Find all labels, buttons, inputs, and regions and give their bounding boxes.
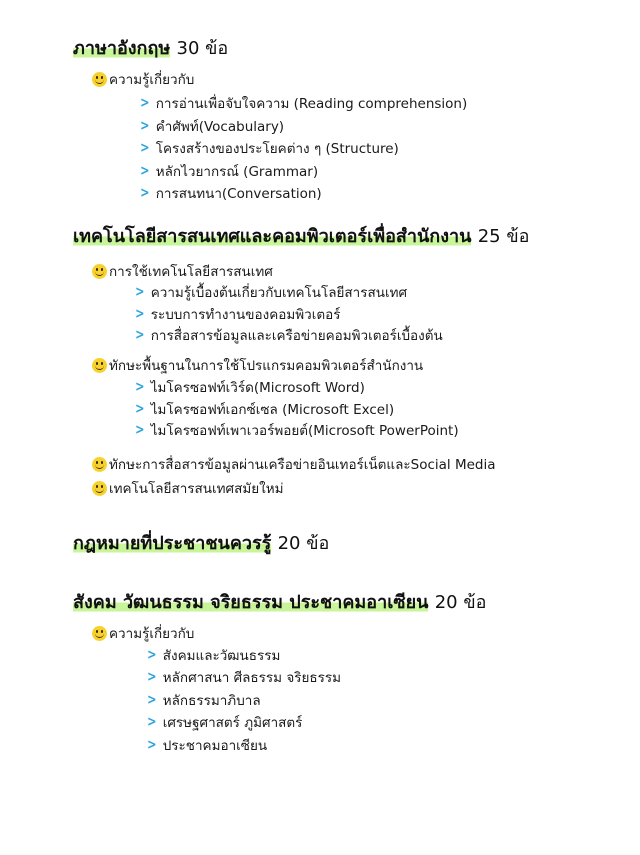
smiley-face-icon [92,264,107,279]
list-item-text: สังคมและวัฒนธรรม [162,648,281,664]
section-title: สังคม วัฒนธรรม จริยธรรม ประชาคมอาเซียน [73,592,429,613]
chevron-right-icon: > [135,379,145,395]
chevron-right-icon: > [135,284,145,300]
section-title: เทคโนโลยีสารสนเทศและคอมพิวเตอร์เพื่อสำนักงาน [73,226,472,247]
list-item [134,398,394,420]
subheading [92,260,273,282]
list-item-text: หลักไวยากรณ์ (Grammar) [155,164,319,180]
list-item-text: หลักธรรมาภิบาล [162,693,261,709]
list-item [146,666,341,688]
chevron-right-icon: > [135,327,145,343]
chevron-right-icon: > [140,95,150,111]
subheading-label: ทักษะการสื่อสารข้อมูลผ่านเครือข่ายอินเทอร์เน็ตและSocial Media [109,457,496,473]
section-heading-it [73,226,529,248]
smiley-face-icon [92,481,107,496]
list-item [139,137,399,159]
list-item [134,281,407,303]
smiley-face-icon [92,457,107,472]
smiley-face-icon [92,72,107,87]
list-item-text: โครงสร้างของประโยคต่าง ๆ (Structure) [155,141,399,157]
section-heading-law [73,533,329,555]
list-item-text: ประชาคมอาเซียน [162,738,268,754]
section-heading-english [73,38,228,60]
list-item-text: การสื่อสารข้อมูลและเครือข่ายคอมพิวเตอร์เบื้องต้น [150,328,443,344]
chevron-right-icon: > [135,422,145,438]
subheading [92,622,194,644]
list-item [146,689,261,711]
list-item [139,92,467,114]
chevron-right-icon: > [147,692,157,708]
list-item-text: ไมโครซอฟท์เวิร์ด(Microsoft Word) [150,380,365,396]
subheading-label: การใช้เทคโนโลยีสารสนเทศ [109,264,273,280]
list-item [146,644,280,666]
list-item-text: ไมโครซอฟท์เพาเวอร์พอยต์(Microsoft PowerPoint) [150,423,459,439]
list-item [139,115,284,137]
subheading-label: ความรู้เกี่ยวกับ [109,72,195,88]
list-item-text: ความรู้เบื้องต้นเกี่ยวกับเทคโนโลยีสารสนเทศ [150,285,408,301]
chevron-right-icon: > [140,118,150,134]
chevron-right-icon: > [147,737,157,753]
list-item [139,160,318,182]
list-item [146,734,267,756]
chevron-right-icon: > [140,163,150,179]
chevron-right-icon: > [140,140,150,156]
list-item-text: คำศัพท์(Vocabulary) [155,119,285,135]
subheading-label: ทักษะพื้นฐานในการใช้โปรแกรมคอมพิวเตอร์สำนักงาน [109,358,424,374]
chevron-right-icon: > [140,185,150,201]
subheading [92,68,194,90]
chevron-right-icon: > [135,401,145,417]
list-item-text: การอ่านเพื่อจับใจความ (Reading comprehension) [155,96,468,112]
subheading [92,453,496,475]
list-item-text: หลักศาสนา ศีลธรรม จริยธรรม [162,670,342,686]
section-heading-society [73,592,486,614]
list-item [134,303,340,325]
chevron-right-icon: > [147,647,157,663]
list-item [146,711,302,733]
list-item-text: เศรษฐศาสตร์ ภูมิศาสตร์ [162,715,303,731]
section-title: กฎหมายที่ประชาชนควรรู้ [73,533,272,554]
smiley-face-icon [92,358,107,373]
list-item-text: ระบบการทำงานของคอมพิวเตอร์ [150,307,341,323]
subheading-label: เทคโนโลยีสารสนเทศสมัยใหม่ [109,481,284,497]
subheading [92,354,423,376]
section-count: 25 ข้อ [477,226,530,247]
list-item [134,376,365,398]
list-item [134,419,459,441]
section-count: 20 ข้อ [434,592,487,613]
smiley-face-icon [92,626,107,641]
section-title: ภาษาอังกฤษ [73,38,171,59]
section-count: 20 ข้อ [277,533,330,554]
list-item [139,182,322,204]
list-item [134,324,443,346]
chevron-right-icon: > [147,714,157,730]
list-item-text: การสนทนา(Conversation) [155,186,322,202]
list-item-text: ไมโครซอฟท์เอกซ์เซล (Microsoft Excel) [150,402,395,418]
subheading [92,477,284,499]
chevron-right-icon: > [147,669,157,685]
section-count: 30 ข้อ [176,38,229,59]
subheading-label: ความรู้เกี่ยวกับ [109,626,195,642]
chevron-right-icon: > [135,306,145,322]
